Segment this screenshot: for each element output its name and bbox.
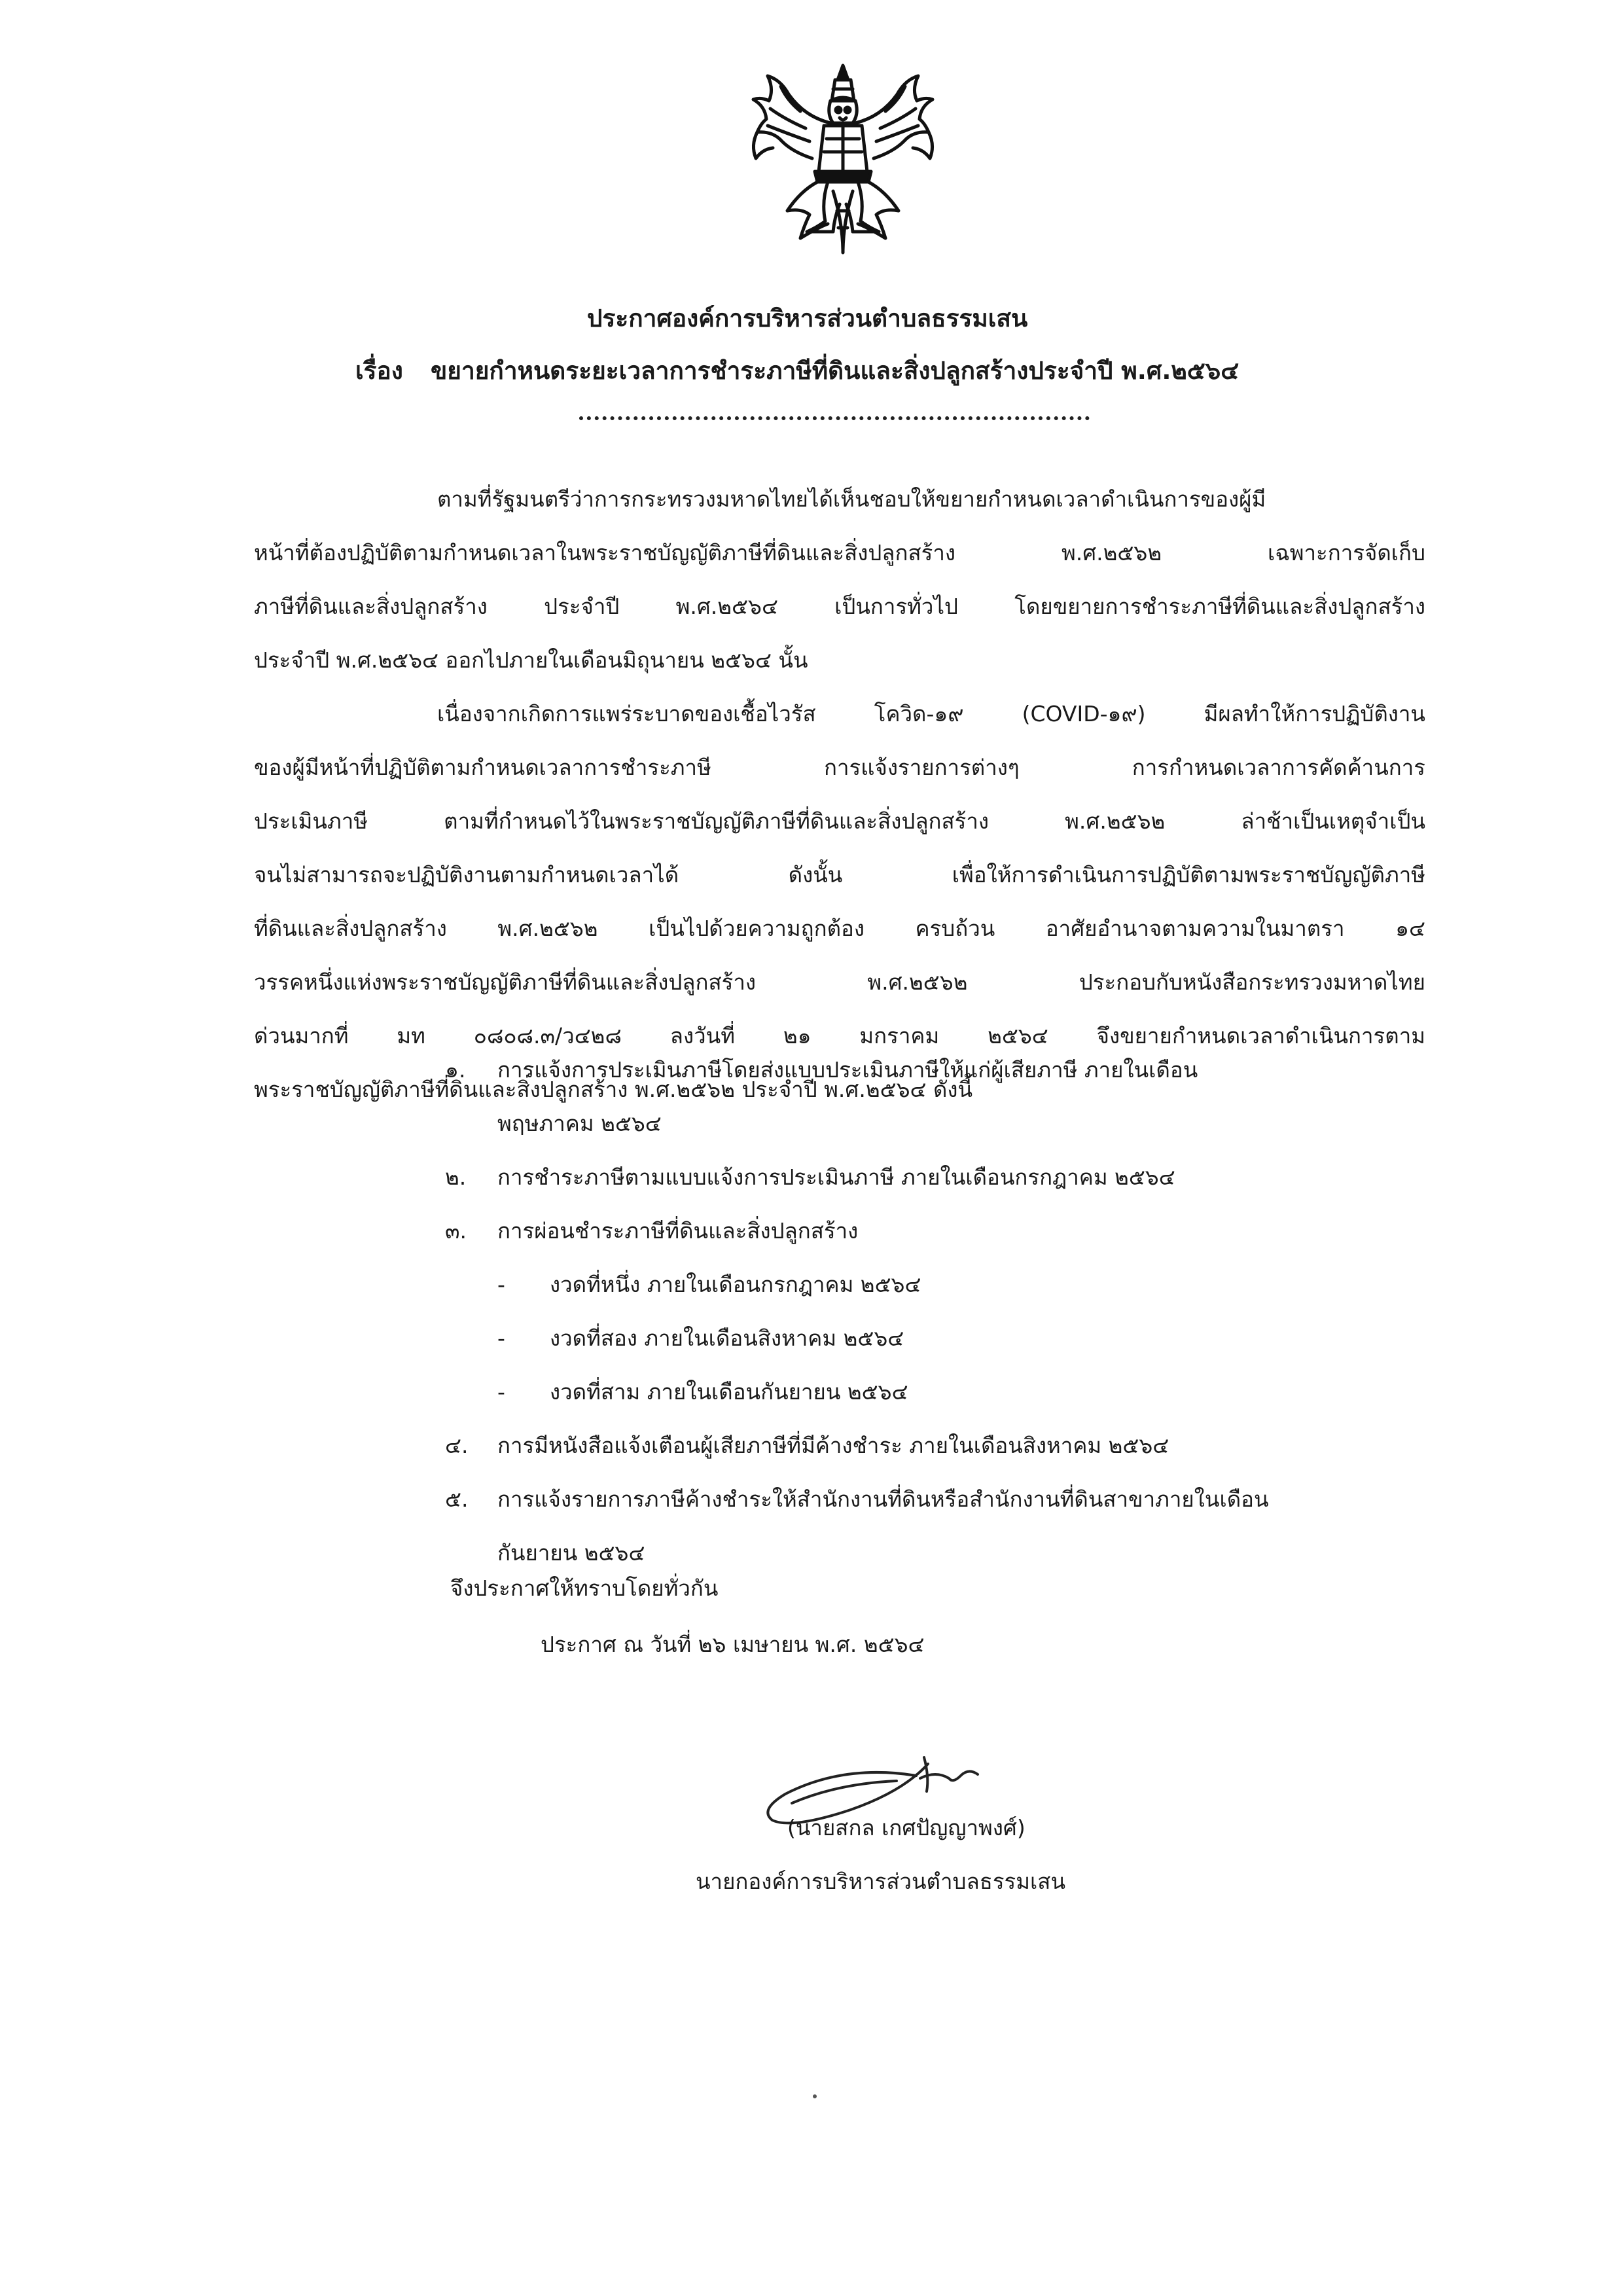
- installment-item: [497, 1312, 1427, 1365]
- paragraph-line: ด่วนมากที่ มท ๐๘๐๘.๓/ว๔๒๘ ลงวันที่ ๒๑ มกราคม ๒๕๖๔ จึงขยายกำหนดเวลาดำเนินการตาม: [254, 1023, 1425, 1049]
- paragraph-1: [254, 473, 1425, 687]
- paragraph-line: ประเมินภาษี ตามที่กำหนดไว้ในพระราชบัญญัติภาษีที่ดินและสิ่งปลูกสร้าง พ.ศ.๒๕๖๒ ล่าช้าเป็นเหตุจำเป็น: [254, 808, 1425, 834]
- dash-marker: -: [497, 1379, 505, 1405]
- subject-text: ขยายกำหนดระยะเวลาการชำระภาษีที่ดินและสิ่งปลูกสร้างประจำปี พ.ศ.๒๕๖๔: [431, 357, 1240, 385]
- list-number: ๓.: [445, 1218, 467, 1244]
- dash-marker: -: [497, 1325, 505, 1351]
- signatory-name: (นายสกล เกศปัญญาพงศ์): [787, 1815, 1026, 1840]
- paragraph-line: ประจำปี พ.ศ.๒๕๖๔ ออกไปภายในเดือนมิถุนายน ๒๕๖๔ นั้น: [254, 647, 808, 673]
- installment-list: [445, 1258, 1427, 1419]
- installment-item: [497, 1365, 1427, 1419]
- signatory-position: นายกองค์การบริหารส่วนตำบลธรรมเสน: [696, 1869, 1066, 1894]
- installment-text: งวดที่สอง ภายในเดือนสิงหาคม ๒๕๖๔: [550, 1325, 904, 1351]
- list-number: ๑.: [445, 1057, 466, 1083]
- closing-notice: จึงประกาศให้ทราบโดยทั่วกัน: [450, 1575, 719, 1601]
- scan-speck: [813, 2094, 817, 2098]
- list-item: [445, 1151, 1427, 1204]
- announcement-date: ประกาศ ณ วันที่ ๒๖ เมษายน พ.ศ. ๒๕๖๔: [541, 1632, 925, 1657]
- schedule-list: [445, 1043, 1427, 1580]
- installment-item: [497, 1258, 1427, 1312]
- list-item-text: การแจ้งรายการภาษีค้างชำระให้สำนักงานที่ดินหรือสำนักงานที่ดินสาขาภายในเดือน: [497, 1486, 1269, 1512]
- installment-text: งวดที่หนึ่ง ภายในเดือนกรกฎาคม ๒๕๖๔: [550, 1272, 921, 1297]
- announcement-title: ประกาศองค์การบริหารส่วนตำบลธรรมเสน: [587, 304, 1028, 332]
- list-number: ๔.: [445, 1433, 469, 1458]
- list-item: [445, 1204, 1427, 1258]
- garuda-emblem-icon: [741, 60, 944, 257]
- list-item-text: กันยายน ๒๕๖๔: [497, 1540, 645, 1566]
- list-item: [445, 1473, 1427, 1580]
- paragraph-line: ตามที่รัฐมนตรีว่าการกระทรวงมหาดไทยได้เห็นชอบให้ขยายกำหนดเวลาดำเนินการของผู้มี: [437, 486, 1266, 512]
- dash-marker: -: [497, 1272, 505, 1297]
- list-item-text: พฤษภาคม ๒๕๖๔: [497, 1111, 662, 1136]
- list-item-text: การแจ้งการประเมินภาษีโดยส่งแบบประเมินภาษีให้แก่ผู้เสียภาษี ภายในเดือน: [497, 1057, 1198, 1083]
- subject-label: เรื่อง: [355, 357, 403, 385]
- list-item-text: การผ่อนชำระภาษีที่ดินและสิ่งปลูกสร้าง: [497, 1218, 859, 1244]
- list-item: [445, 1419, 1427, 1473]
- list-item-text: การมีหนังสือแจ้งเตือนผู้เสียภาษีที่มีค้างชำระ ภายในเดือนสิงหาคม ๒๕๖๔: [497, 1433, 1169, 1458]
- paragraph-line: ที่ดินและสิ่งปลูกสร้าง พ.ศ.๒๕๖๒ เป็นไปด้วยความถูกต้อง ครบถ้วน อาศัยอำนาจตามความในมาตรา ๑๔: [254, 916, 1425, 941]
- paragraph-line: ของผู้มีหน้าที่ปฏิบัติตามกำหนดเวลาการชำระภาษี การแจ้งรายการต่างๆ การกำหนดเวลาการคัดค้านการ: [254, 755, 1425, 780]
- paragraph-line: จนไม่สามารถจะปฏิบัติงานตามกำหนดเวลาได้ ดังนั้น เพื่อให้การดำเนินการปฏิบัติตามพระราชบัญญัติภาษี: [254, 862, 1425, 888]
- paragraph-line: ภาษีที่ดินและสิ่งปลูกสร้าง ประจำปี พ.ศ.๒๕๖๔ เป็นการทั่วไป โดยขยายการชำระภาษีที่ดินและสิ่งปลูกสร้าง: [254, 594, 1425, 619]
- paragraph-line: หน้าที่ต้องปฏิบัติตามกำหนดเวลาในพระราชบัญญัติภาษีที่ดินและสิ่งปลูกสร้าง พ.ศ.๒๕๖๒ เฉพาะการจัดเก็บ: [254, 540, 1425, 565]
- installment-text: งวดที่สาม ภายในเดือนกันยายน ๒๕๖๔: [550, 1379, 908, 1405]
- list-item-text: การชำระภาษีตามแบบแจ้งการประเมินภาษี ภายในเดือนกรกฎาคม ๒๕๖๔: [497, 1164, 1175, 1190]
- paragraph-line: พระราชบัญญัติภาษีที่ดินและสิ่งปลูกสร้าง พ.ศ.๒๕๖๒ ประจำปี พ.ศ.๒๕๖๔ ดังนี้: [254, 1077, 973, 1102]
- paragraph-line: เนื่องจากเกิดการแพร่ระบาดของเชื้อไวรัส โควิด-๑๙ (COVID-๑๙) มีผลทำให้การปฏิบัติงาน: [437, 701, 1425, 726]
- paragraph-line: วรรคหนึ่งแห่งพระราชบัญญัติภาษีที่ดินและสิ่งปลูกสร้าง พ.ศ.๒๕๖๒ ประกอบกับหนังสือกระทรวงมหาดไทย: [254, 969, 1425, 995]
- list-number: ๒.: [445, 1164, 467, 1190]
- dotted-divider: [579, 416, 1090, 420]
- list-number: ๕.: [445, 1486, 469, 1512]
- list-item: [445, 1043, 1427, 1151]
